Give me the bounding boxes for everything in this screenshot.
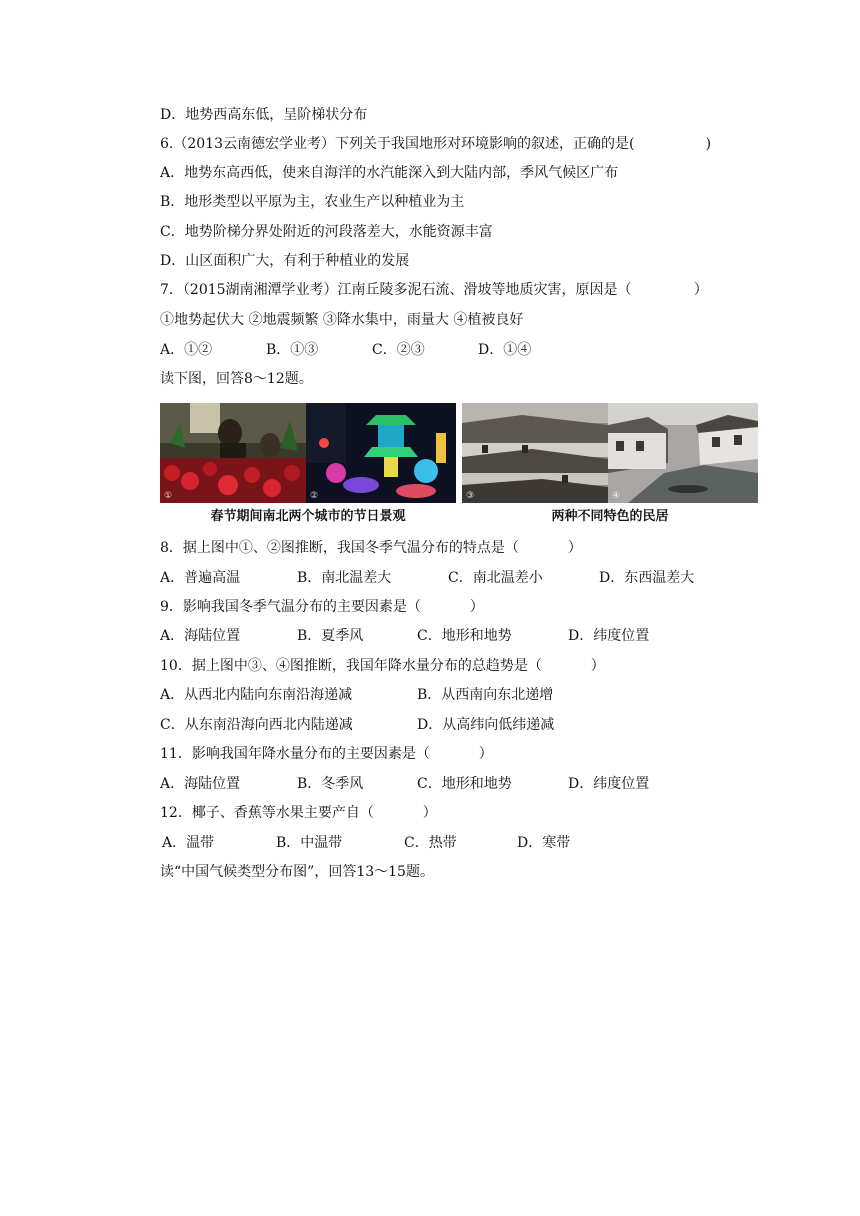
question-7: 7．（2015湖南湘潭学业考）江南丘陵多泥石流、滑坡等地质灾害，原因是（ ） — [160, 282, 708, 298]
read-instruction-1: 读下图，回答8～12题。 — [160, 371, 313, 387]
option-a: A．普遍高温 — [160, 570, 241, 586]
q5-option-d: D．地势西高东低，呈阶梯状分布 — [160, 107, 368, 123]
option-a: A．海陆位置 — [160, 628, 241, 644]
photo-figure — [160, 403, 758, 528]
q10-option-a: A．从西北内陆向东南沿海递减 — [160, 687, 353, 703]
question-11: 11．影响我国年降水量分布的主要因素是（ ） — [160, 746, 493, 762]
option-b: B．南北温差大 — [297, 570, 392, 586]
caption-right: 两种不同特色的民居 — [551, 509, 669, 524]
photo-earthen-houses — [462, 403, 608, 503]
read-instruction-2: 读“中国气候类型分布图”，回答13～15题。 — [160, 864, 434, 880]
option-d: D．东西温差大 — [599, 570, 695, 586]
q6-option-d: D．山区面积广大，有利于种植业的发展 — [160, 253, 410, 269]
question-10: 10．据上图中③、④图推断，我国年降水量分布的总趋势是（ ） — [160, 658, 605, 674]
q6-option-c: C．地势阶梯分界处附近的河段落差大，水能资源丰富 — [160, 224, 493, 240]
q10-option-c: C．从东南沿海向西北内陆递减 — [160, 717, 353, 733]
marker-2: ② — [310, 491, 319, 501]
photo-flower-market — [160, 403, 306, 503]
option-a: A．温带 — [162, 835, 215, 851]
option-d: D．①④ — [478, 342, 532, 358]
option-a: A．①② — [160, 342, 213, 358]
q10-option-b: B．从西南向东北递增 — [417, 687, 554, 703]
option-c: C．地形和地势 — [417, 776, 512, 792]
option-c: C．地形和地势 — [417, 628, 512, 644]
q6-option-a: A．地势东高西低，使来自海洋的水汽能深入到大陆内部，季风气候区广布 — [160, 165, 619, 181]
option-d: D．纬度位置 — [568, 776, 650, 792]
marker-1: ① — [164, 491, 173, 501]
option-d: D．纬度位置 — [568, 628, 650, 644]
photo-water-town — [608, 403, 758, 503]
option-c: C．南北温差小 — [448, 570, 543, 586]
question-8: 8．据上图中①、②图推断，我国冬季气温分布的特点是（ ） — [160, 540, 582, 556]
photo-lantern-festival — [306, 403, 456, 503]
option-a: A．海陆位置 — [160, 776, 241, 792]
caption-left: 春节期间南北两个城市的节日景观 — [210, 509, 406, 524]
marker-4: ④ — [612, 491, 621, 501]
q7-statements: ①地势起伏大 ②地震频繁 ③降水集中，雨量大 ④植被良好 — [160, 312, 524, 328]
option-b: B．夏季风 — [297, 628, 364, 644]
question-12: 12．椰子、香蕉等水果主要产自（ ） — [160, 805, 437, 821]
option-d: D．寒带 — [517, 835, 571, 851]
marker-3: ③ — [466, 491, 475, 501]
option-b: B．冬季风 — [297, 776, 364, 792]
option-c: C．热带 — [404, 835, 457, 851]
question-6: 6.（2013云南德宏学业考）下列关于我国地形对环境影响的叙述，正确的是( ) — [160, 136, 712, 152]
q10-option-d: D．从高纬向低纬递减 — [417, 717, 555, 733]
option-b: B．①③ — [266, 342, 319, 358]
question-9: 9．影响我国冬季气温分布的主要因素是（ ） — [160, 599, 484, 615]
q6-option-b: B．地形类型以平原为主，农业生产以种植业为主 — [160, 194, 465, 210]
option-b: B．中温带 — [276, 835, 343, 851]
option-c: C．②③ — [372, 342, 425, 358]
